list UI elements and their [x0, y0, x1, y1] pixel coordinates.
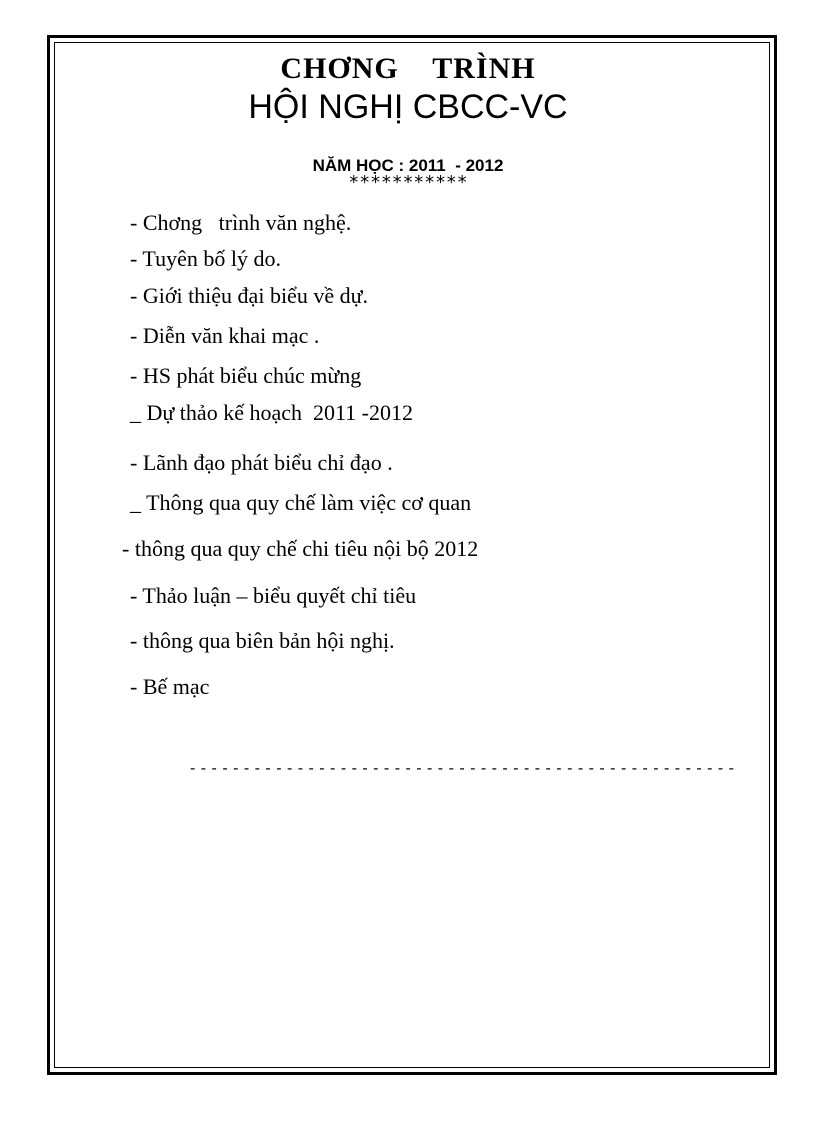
school-year: NĂM HỌC : 2011 - 2012: [312, 156, 504, 175]
dashed-divider: - - - - - - - - - - - - - - - - - - - - - - - - - - - - - - - - - - - - - - - - - - - - - - - - - - -: [190, 760, 735, 777]
agenda-item: - Tuyên bố lý do.: [130, 246, 281, 271]
agenda-item: - Lãnh đạo phát biểu chỉ đạo .: [130, 450, 393, 475]
agenda-item: - Thảo luận – biểu quyết chỉ tiêu: [130, 583, 417, 608]
agenda-item: - thông qua quy chế chi tiêu nội bộ 2012: [122, 536, 479, 561]
agenda-item: _ Dự thảo kế hoạch 2011 -2012: [130, 400, 413, 425]
agenda-item: - Bế mạc: [130, 674, 210, 699]
star-separator: ***********: [348, 172, 468, 193]
agenda-item: - Diễn văn khai mạc .: [130, 323, 320, 348]
agenda-item: - thông qua biên bản hội nghị.: [130, 628, 395, 653]
agenda-item: - Giới thiệu đại biểu về dự.: [130, 283, 369, 308]
agenda-item: - Chơng trình văn nghệ.: [130, 210, 352, 235]
agenda-item: - HS phát biểu chúc mừng: [130, 363, 362, 388]
page-subtitle: HỘI NGHỊ CBCC-VC: [248, 88, 568, 126]
agenda-item: _ Thông qua quy chế làm việc cơ quan: [130, 490, 472, 515]
page-title: CHƠNG TRÌNH: [280, 52, 536, 85]
